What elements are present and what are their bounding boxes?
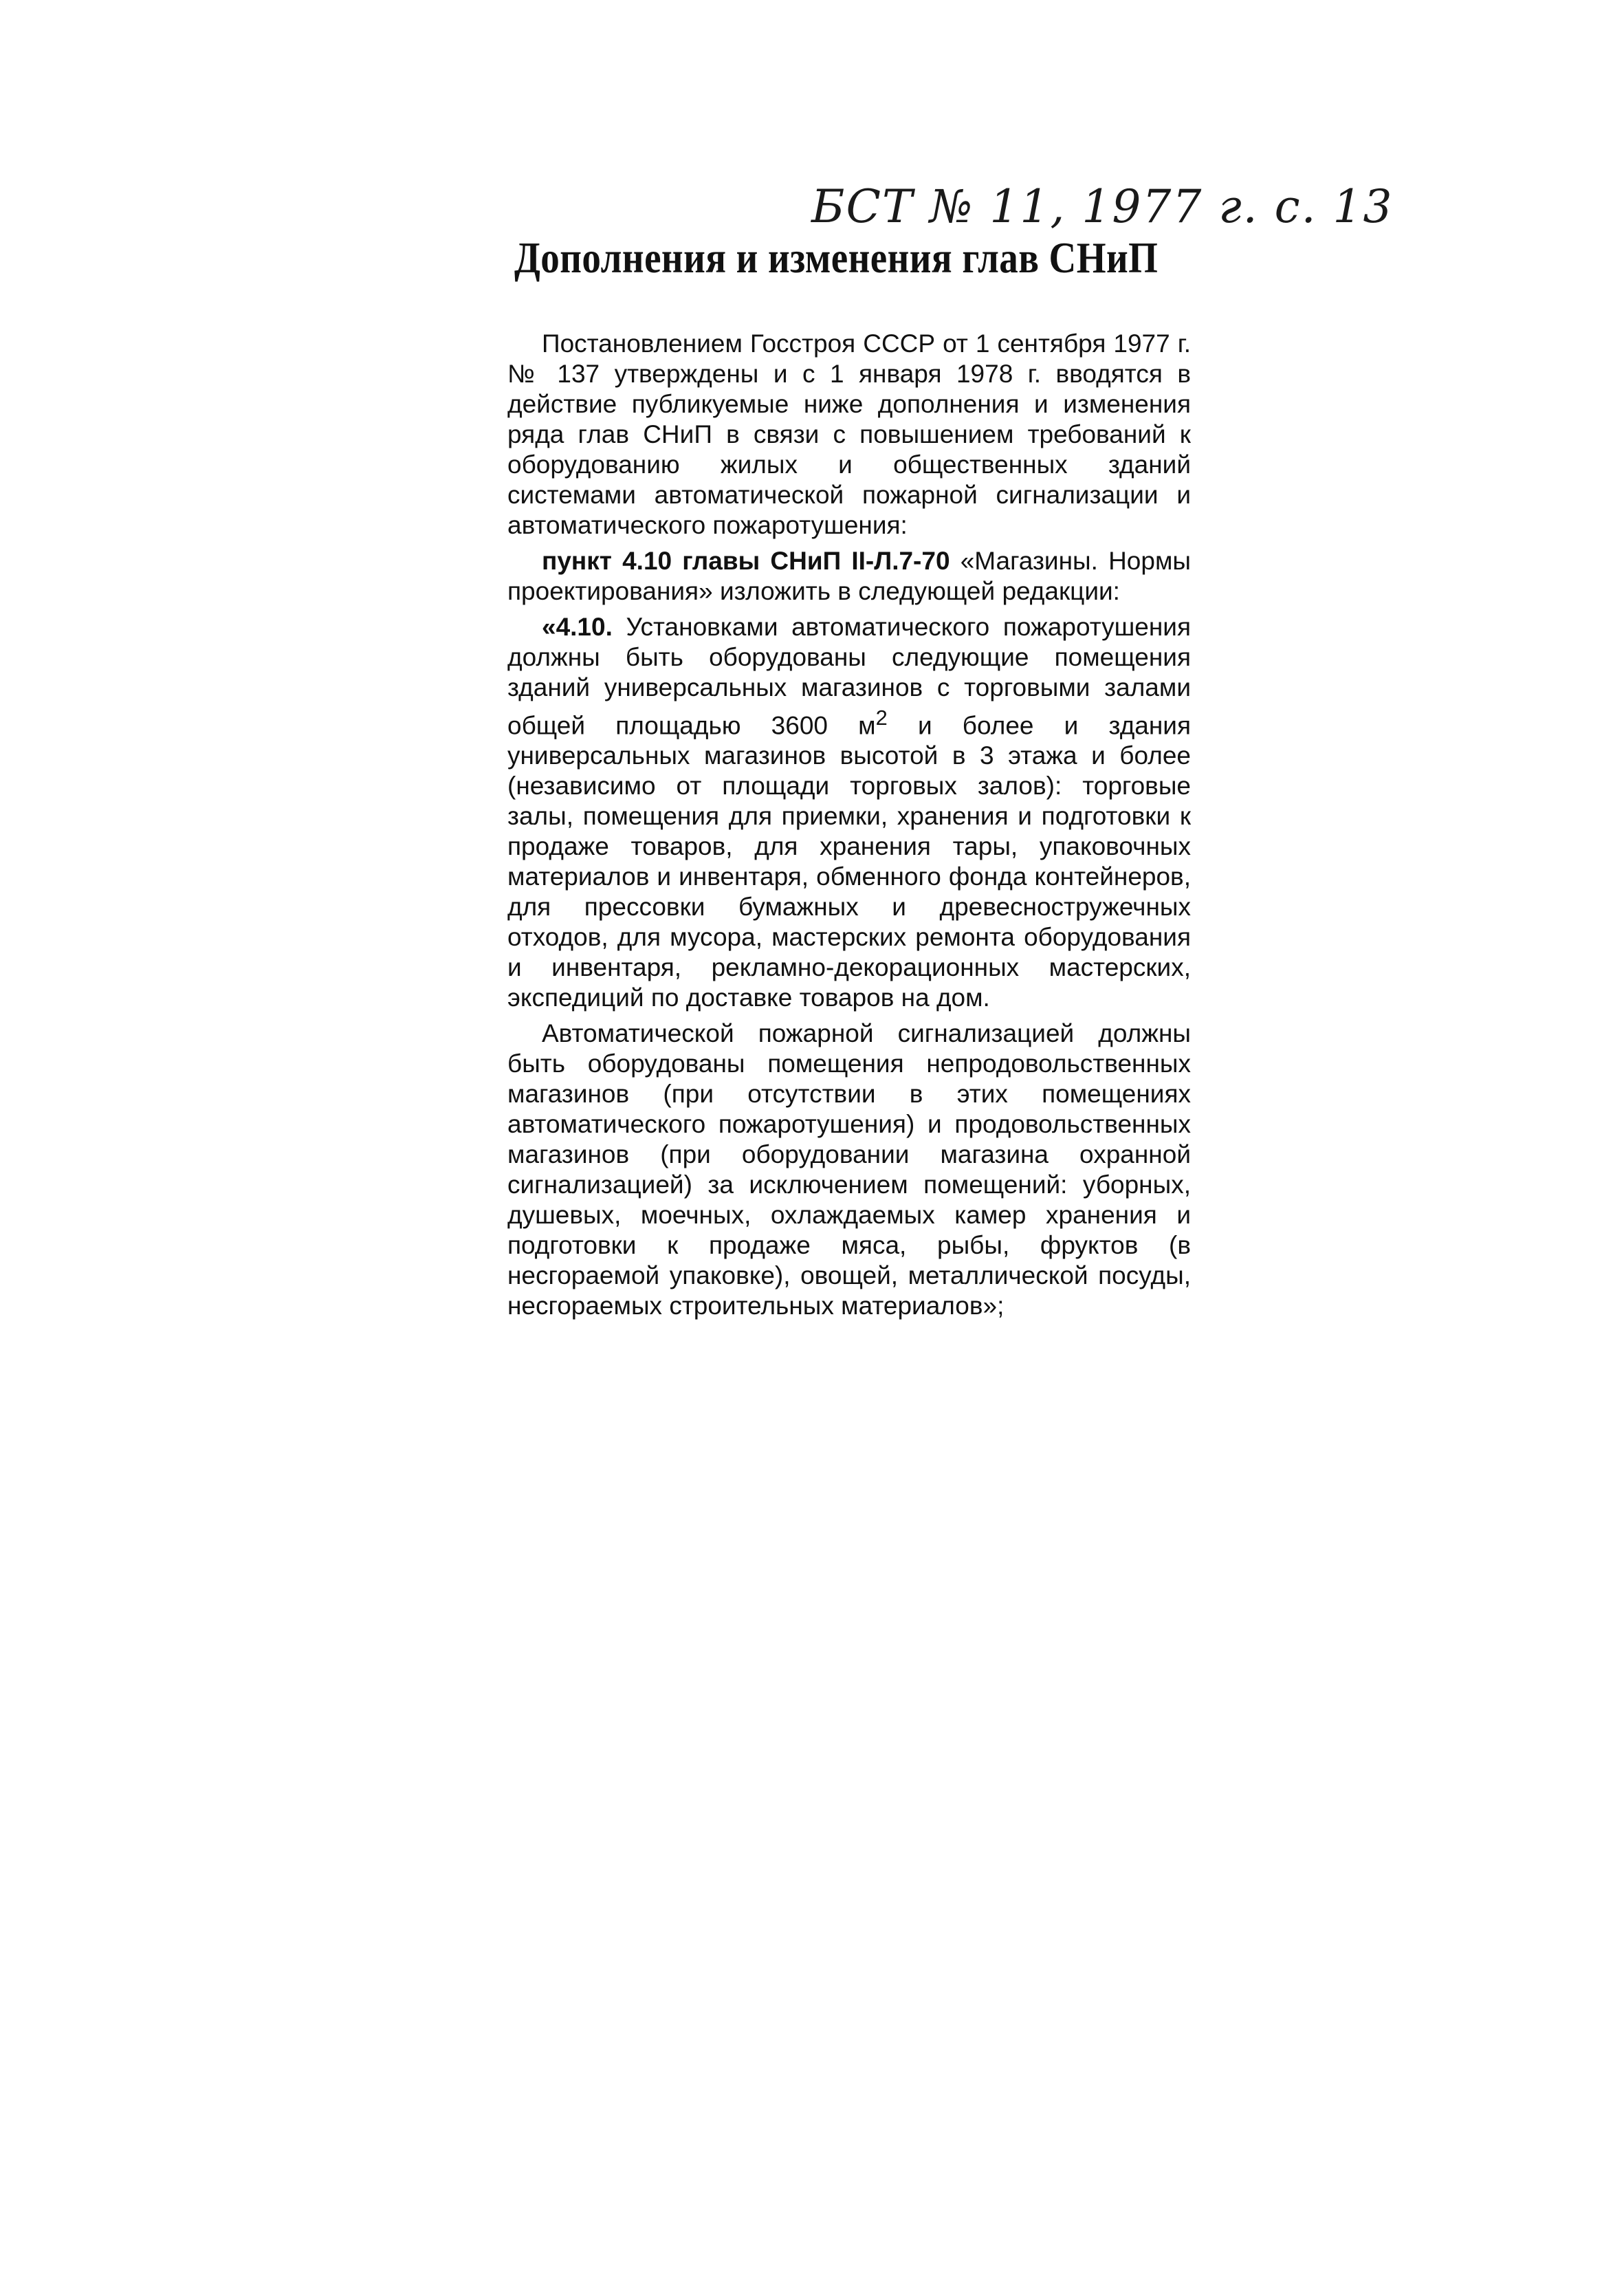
paragraph-fire-alarm-text: Автоматической пожарной сигнализацией должны быть оборудованы помещения непродовольственных магазинов (при отсутствии в этих помещениях автоматического пожаротушения) и продовольственных магазинов (при оборудовании магазина охранной сигнализацией) за исключением помещений: уборных, душевых, моечных, охлаждаемых камер хранения и подготовки к продаже мяса, рыбы, фруктов (в несгораемой упаковке), овощей, металлической посуды, несгораемых строительных материалов»; (507, 1019, 1191, 1320)
clause-4-10-text-part2: и более и здания универсальных магазинов высотой в 3 этажа и более (независимо от площади торговых залов): торговые залы, помещения для приемки, хранения и подготовки к продаже товаров, для хранения тары, упаковочных материалов и инвентаря, обменного фонда контейнеров, для прессовки бумажных и древесностружечных отходов, для мусора, мастерских ремонта оборудования и инвентаря, рекламно-декорационных мастерских, экспедиций по доставке товаров на дом. (507, 711, 1191, 1012)
clause-number-bold: «4.10. (542, 613, 613, 641)
paragraph-clause-4-10 (507, 612, 1191, 1013)
paragraph-decree (507, 329, 1191, 541)
area-unit-superscript: 2 (875, 706, 888, 730)
handwritten-reference-note: БСТ № 11, 1977 г. с. 13 (811, 180, 1394, 233)
clause-4-10-text-part1: Установками автоматического пожаротушения должны быть оборудованы следующие помещения зданий универсальных магазинов с торговыми залами общей площадью 3600 м (507, 613, 1191, 740)
document-title: Дополнения и изменения глав СНиП (514, 233, 1159, 282)
clause-reference-bold: пункт 4.10 главы СНиП II-Л.7-70 (542, 547, 950, 575)
paragraph-decree-text: Постановлением Госстроя СССР от 1 сентября 1977 г. № 137 утверждены и с 1 января 1978 г. вводятся в действие публикуемые ниже дополнения и изменения ряда глав СНиП в связи с повышением требований к оборудованию жилых и общественных зданий системами автоматической пожарной сигнализации и автоматического пожаротушения: (507, 329, 1191, 539)
paragraph-clause-reference (507, 546, 1191, 607)
paragraph-fire-alarm (507, 1019, 1191, 1321)
clause-reference-text: «Магазины. Нормы проектирования» изложить в следующей редакции: (507, 547, 1191, 605)
document-body (507, 329, 1191, 1327)
